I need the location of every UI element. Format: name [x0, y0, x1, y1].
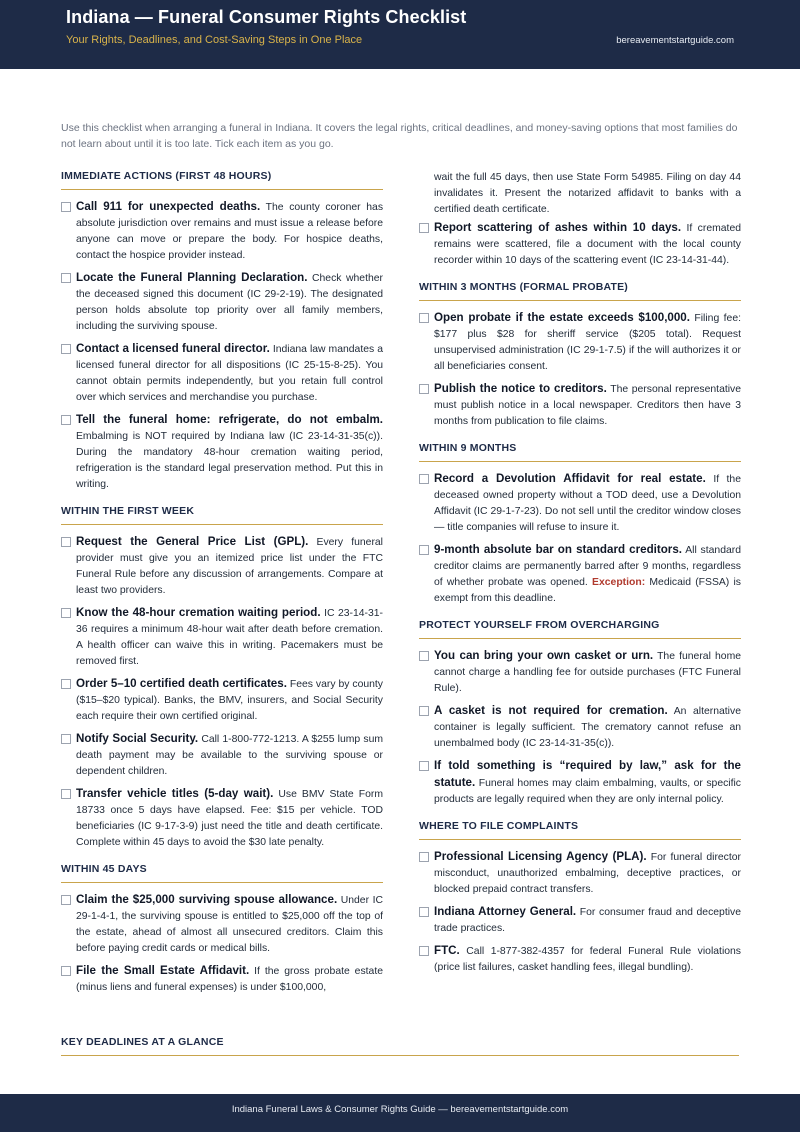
- item-title: A casket is not required for cremation.: [434, 704, 668, 717]
- item-description: The county coroner has absolute jurisdiction over remains and must issue a release before anyone can move or prepare the body. For hospice deaths, contact the hospice provider instead.: [76, 202, 384, 261]
- checkbox[interactable]: [419, 651, 429, 661]
- left-column: [61, 170, 383, 1008]
- item-title: File the Small Estate Affidavit.: [76, 964, 250, 977]
- checklist-item: [419, 849, 741, 898]
- item-description: Indiana law mandates a licensed funeral director for all dispositions (IC 25-15-8-25). You cannot obtain permits independently, but you retain full control over which services and merchandise you purchase.: [76, 344, 383, 403]
- item-description: Filing fee: $177 plus $28 for sheriff service ($205 total). Request unsupervised administration (IC 29-1-7.5) if the will authorizes it or all beneficiaries consent.: [434, 313, 741, 372]
- checklist-item: [419, 904, 741, 937]
- checklist-item: [61, 412, 383, 493]
- checklist-item: [419, 381, 741, 430]
- checklist-item: [61, 676, 383, 725]
- checkbox[interactable]: [419, 313, 429, 323]
- intro-paragraph: Use this checklist when arranging a funeral in Indiana. It covers the legal rights, critical deadlines, and money-saving options that most families do not learn about until it is too late. Tick each item as you go.: [61, 122, 738, 150]
- checklist-item: [61, 605, 383, 670]
- checklist-item: [419, 703, 741, 752]
- item-title: 9-month absolute bar on standard creditors.: [434, 543, 682, 556]
- header-site-url: bereavementstartguide.com: [616, 35, 734, 46]
- item-description: For funeral director misconduct, unauthorized embalming, deceptive practices, or blocked prepaid contract transfers.: [434, 852, 742, 895]
- checkbox[interactable]: [61, 344, 71, 354]
- section-heading: PROTECT YOURSELF FROM OVERCHARGING: [419, 619, 741, 639]
- checkbox[interactable]: [61, 608, 71, 618]
- item-description: Embalming is NOT required by Indiana law (IC 23-14-31-35(c)). During the mandatory 48-hour cremation waiting period, refrigeration is the standard legal preservation method. Put this in writing.: [76, 431, 383, 490]
- item-title: If told something is “required by law,” ask for the statute.: [434, 759, 741, 789]
- checklist-section: [419, 820, 741, 976]
- checkbox[interactable]: [419, 761, 429, 771]
- item-description: Call 1-800-772-1213. A $255 lump sum death payment may be available to the surviving spouse or dependent children.: [76, 734, 383, 777]
- checklist-section: [419, 281, 741, 430]
- item-description: Use BMV State Form 18733 once 5 days have elapsed. Fee: $15 per vehicle. TOD beneficiaries (IC 9-17-3-9) just need the title and death certificate. Complete within 45 days to avoid the $30 late penalty.: [76, 789, 383, 848]
- checkbox[interactable]: [419, 474, 429, 484]
- checklist-section: [419, 220, 741, 269]
- checkbox[interactable]: [419, 907, 429, 917]
- item-title: Professional Licensing Agency (PLA).: [434, 850, 647, 863]
- checklist-item: [61, 892, 383, 957]
- item-description: Under IC 29-1-4-1, the surviving spouse is entitled to $25,000 off the top of the estate, ahead of almost all unsecured creditors. Claim this before paying credit cards or medical bills.: [76, 895, 384, 954]
- checkbox[interactable]: [419, 545, 429, 555]
- item-description: For consumer fraud and deceptive trade practices.: [434, 907, 741, 934]
- checkbox[interactable]: [61, 273, 71, 283]
- section-heading: IMMEDIATE ACTIONS (FIRST 48 HOURS): [61, 170, 383, 190]
- item-title: Record a Devolution Affidavit for real estate.: [434, 472, 706, 485]
- item-description: Call 1-877-382-4357 for federal Funeral Rule violations (price list failures, casket handling fees, illegal bundling).: [434, 946, 742, 973]
- item-title: Notify Social Security.: [76, 732, 199, 745]
- item-title: FTC.: [434, 944, 460, 957]
- checklist-section: [419, 619, 741, 808]
- checkbox[interactable]: [61, 415, 71, 425]
- checkbox[interactable]: [61, 895, 71, 905]
- item-description: Funeral homes may claim embalming, vaults, or specific products are legally required when they are only internal policy.: [434, 778, 741, 805]
- item-title: Order 5–10 certified death certificates.: [76, 677, 287, 690]
- checkbox[interactable]: [419, 706, 429, 716]
- key-deadlines-heading: KEY DEADLINES AT A GLANCE: [61, 1036, 739, 1056]
- checkbox[interactable]: [61, 734, 71, 744]
- item-description: Check whether the deceased signed this document (IC 29-2-19). The designated person holds absolute top priority over all family members, including the surviving spouse.: [76, 273, 383, 332]
- checklist-item: [61, 963, 383, 996]
- exception-label: Exception:: [592, 577, 646, 588]
- item-title: Contact a licensed funeral director.: [76, 342, 270, 355]
- page-subtitle: Your Rights, Deadlines, and Cost-Saving Steps in One Place: [66, 34, 363, 46]
- item-description: The personal representative must publish notice in a local newspaper. Creditors then have 3 months from publication to file claims.: [434, 384, 742, 427]
- item-title: Report scattering of ashes within 10 days.: [434, 221, 682, 234]
- item-title: Open probate if the estate exceeds $100,000.: [434, 311, 690, 324]
- exception-text: Medicaid (FSSA) is exempt from this deadline.: [434, 577, 742, 604]
- item-title: You can bring your own casket or urn.: [434, 649, 654, 662]
- checkbox[interactable]: [419, 852, 429, 862]
- section-heading: WHERE TO FILE COMPLAINTS: [419, 820, 741, 840]
- checkbox[interactable]: [61, 202, 71, 212]
- section-heading: WITHIN 3 MONTHS (FORMAL PROBATE): [419, 281, 741, 301]
- section-heading: WITHIN 9 MONTHS: [419, 442, 741, 462]
- checklist-item: [419, 648, 741, 697]
- checkbox[interactable]: [419, 384, 429, 394]
- section-heading: WITHIN THE FIRST WEEK: [61, 505, 383, 525]
- item-title: Transfer vehicle titles (5-day wait).: [76, 787, 274, 800]
- checkbox[interactable]: [61, 789, 71, 799]
- checklist-section: [61, 505, 383, 851]
- checklist-item: [419, 542, 741, 607]
- checkbox[interactable]: [61, 966, 71, 976]
- checklist-item: [61, 534, 383, 599]
- item-title: Indiana Attorney General.: [434, 905, 577, 918]
- checklist-item: [419, 471, 741, 536]
- checklist-item: [61, 270, 383, 335]
- item-description: The funeral home cannot charge a handling fee for outside purchases (FTC Funeral Rule).: [434, 651, 742, 694]
- item-title: Know the 48-hour cremation waiting period.: [76, 606, 321, 619]
- continued-text: wait the full 45 days, then use State Form 54985. Filing on day 44 invalidates it. Present the notarized affidavit to banks with a certified death certificate.: [434, 172, 741, 215]
- item-description: Fees vary by county ($15–$20 typical). Banks, the BMV, insurers, and Social Security each require their own certified original.: [76, 679, 384, 722]
- checklist-item: [419, 220, 741, 269]
- checklist-section: [61, 863, 383, 996]
- checkbox[interactable]: [419, 946, 429, 956]
- item-description: IC 23-14-31-36 requires a minimum 48-hour wait after death before cremation. A health officer can waive this in writing. Pacemakers must be removed first.: [76, 608, 383, 667]
- page-footer: Indiana Funeral Laws & Consumer Rights Guide — bereavementstartguide.com: [0, 1094, 800, 1132]
- page-title: Indiana — Funeral Consumer Rights Checklist: [66, 7, 467, 27]
- item-title: Locate the Funeral Planning Declaration.: [76, 271, 308, 284]
- item-description: All standard creditor claims are permanently barred after 9 months, regardless of whether probate was opened.: [434, 545, 741, 588]
- item-title: Call 911 for unexpected deaths.: [76, 200, 261, 213]
- item-description: If cremated remains were scattered, file a document with the local county recorder within 10 days of the scattering event (IC 23-14-31-44).: [434, 223, 741, 266]
- checkbox[interactable]: [61, 679, 71, 689]
- checklist-section: [419, 442, 741, 607]
- checklist-item: [61, 341, 383, 406]
- checklist-item: [61, 199, 383, 264]
- item-description: An alternative container is legally sufficient. The crematory cannot refuse an unembalmed body (IC 23-14-31-35(c)).: [434, 706, 741, 749]
- checkbox[interactable]: [61, 537, 71, 547]
- checkbox[interactable]: [419, 223, 429, 233]
- checklist-item: [419, 758, 741, 808]
- checklist-item: [61, 731, 383, 780]
- item-description: If the deceased owned property without a TOD deed, use a Devolution Affidavit (IC 29-1-7-23). Do not sell until the creditor window closes — title companies will refuse to insure it.: [434, 474, 741, 533]
- checklist-section: [61, 170, 383, 493]
- page-header: [0, 0, 800, 69]
- item-title: Publish the notice to creditors.: [434, 382, 607, 395]
- section-heading: WITHIN 45 DAYS: [61, 863, 383, 883]
- right-column: [419, 170, 741, 988]
- checklist-item: [61, 786, 383, 851]
- item-title: Tell the funeral home: refrigerate, do not embalm.: [76, 413, 383, 426]
- checklist-item: [419, 310, 741, 375]
- item-description: If the gross probate estate (minus liens and funeral expenses) is under $100,000,: [76, 966, 383, 993]
- checklist-item: [419, 943, 741, 976]
- item-title: Request the General Price List (GPL).: [76, 535, 309, 548]
- item-title: Claim the $25,000 surviving spouse allowance.: [76, 893, 338, 906]
- item-description: Every funeral provider must give you an itemized price list under the FTC Funeral Rule before any discussion of arrangements. Compare at least two providers.: [76, 537, 383, 596]
